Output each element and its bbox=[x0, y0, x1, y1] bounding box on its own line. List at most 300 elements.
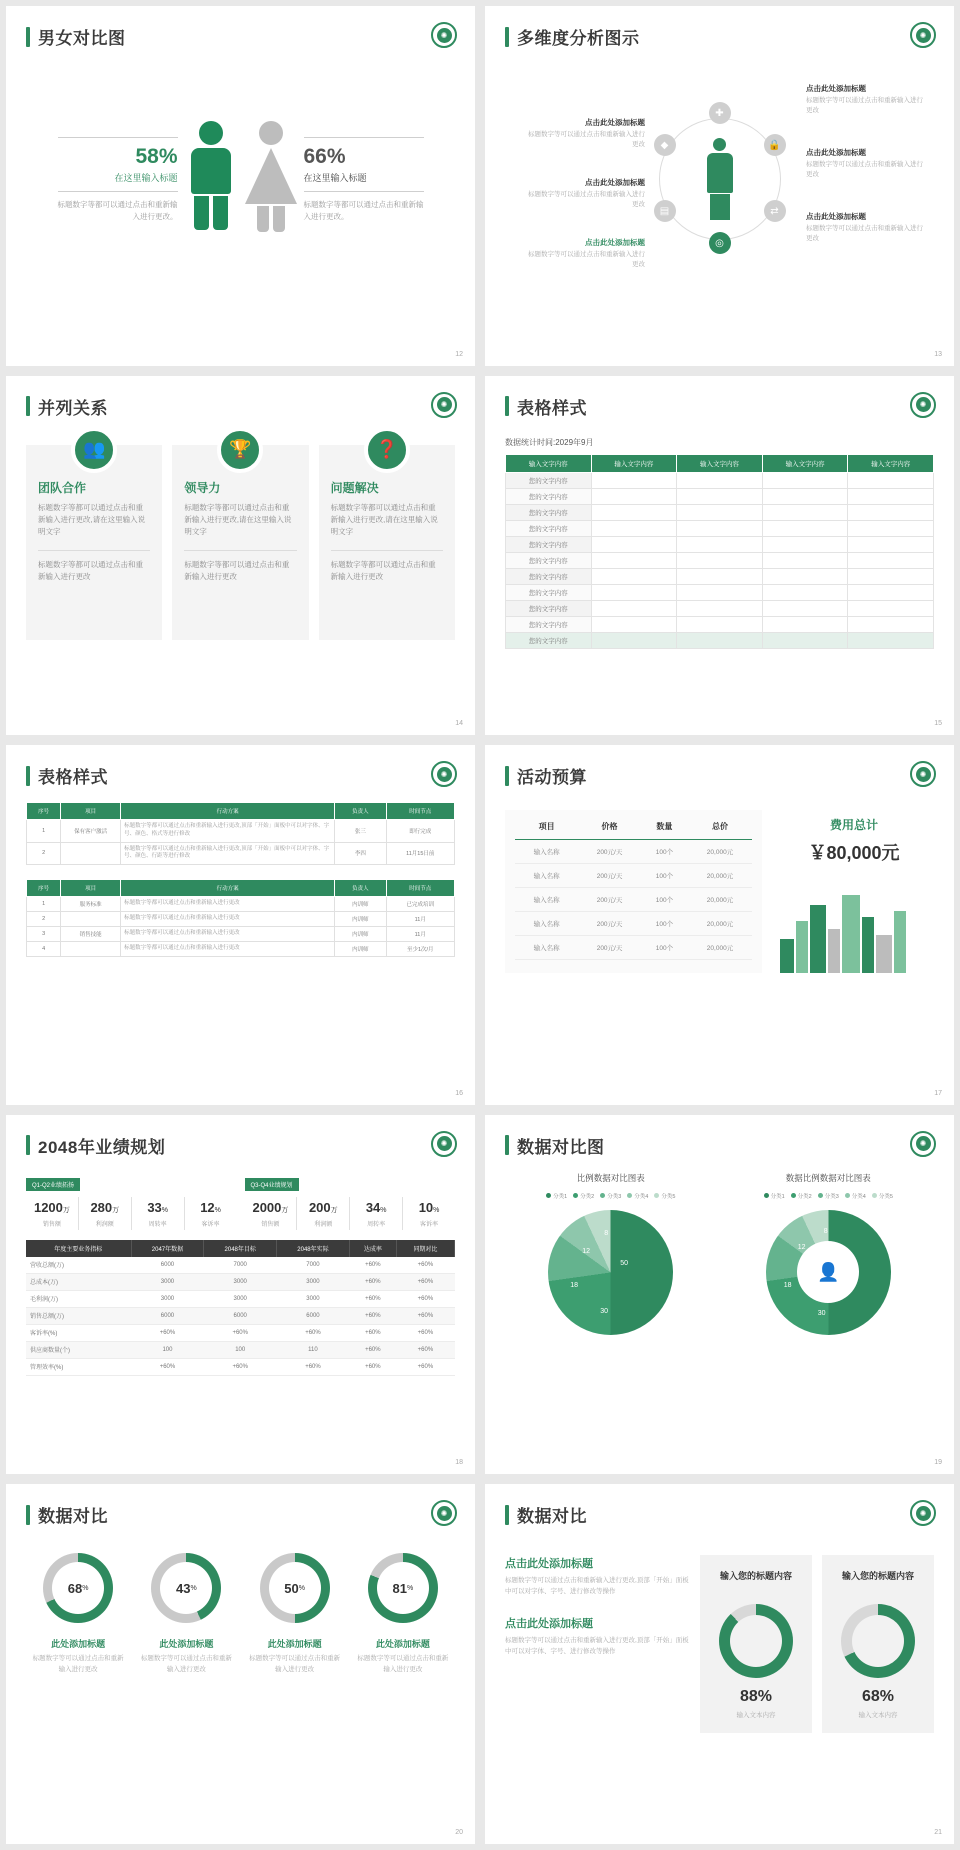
donut-chart bbox=[766, 1210, 891, 1335]
budget-cell: 100个 bbox=[641, 912, 688, 936]
table-cell bbox=[61, 842, 121, 864]
gauge-value: 68 % bbox=[52, 1562, 104, 1614]
table-col-header-1: 序号 bbox=[27, 879, 61, 896]
budget-cell: 20,000元 bbox=[688, 888, 752, 912]
legend-item-5 bbox=[654, 1192, 675, 1200]
legend-item-2 bbox=[791, 1192, 812, 1200]
gauge-caption: 此处添加标题 bbox=[375, 1639, 430, 1650]
label-title: 点击此处添加标题 bbox=[806, 212, 866, 221]
kpi-value: 2000万 bbox=[252, 1199, 289, 1215]
chart-legend bbox=[723, 1192, 935, 1200]
metric-value: +60% bbox=[396, 1324, 454, 1341]
slide-gauge-comparison bbox=[6, 1484, 475, 1844]
table-cell bbox=[762, 488, 848, 504]
divider bbox=[38, 550, 150, 551]
gauge-caption: 此处添加标题 bbox=[159, 1639, 214, 1650]
metric-value: +60% bbox=[396, 1273, 454, 1290]
metric-name: 毛利润(万) bbox=[26, 1290, 131, 1307]
gauge-block-2 bbox=[134, 1553, 238, 1675]
male-stats bbox=[58, 130, 178, 222]
kpi-label: 利润额 bbox=[314, 1221, 333, 1228]
divider bbox=[58, 191, 178, 192]
data-table bbox=[505, 454, 934, 649]
logo-inner: ✺ bbox=[437, 397, 452, 412]
logo-inner: ✺ bbox=[437, 767, 452, 782]
action-plan-cell: 标题数字等都可以通过点击和重新输入进行更改 bbox=[121, 941, 335, 956]
female-percent: 66% bbox=[303, 145, 346, 169]
table-col-header-5: 时间节点 bbox=[386, 879, 454, 896]
table-cell bbox=[591, 552, 677, 568]
table-cell bbox=[848, 472, 934, 488]
metric-value: +60% bbox=[349, 1324, 396, 1341]
table-row-label: 您的文字内容 bbox=[506, 632, 592, 648]
table-cell bbox=[677, 632, 763, 648]
gauge-block-4 bbox=[351, 1553, 455, 1675]
kpi-tag-1: Q1-Q2业绩拓扬 bbox=[26, 1178, 80, 1191]
trophy-icon: 🏆 bbox=[217, 427, 263, 473]
title-accent-bar bbox=[26, 27, 30, 47]
kpi-cell-1 bbox=[245, 1197, 298, 1230]
kpi-unit: % bbox=[380, 1206, 387, 1214]
kpi-label: 销售额 bbox=[261, 1221, 280, 1228]
slide-header bbox=[26, 1133, 455, 1158]
city-illustration-icon bbox=[774, 883, 934, 973]
comparison-row bbox=[505, 1555, 934, 1733]
kpi-label: 利润额 bbox=[95, 1221, 114, 1228]
metric-value: +60% bbox=[204, 1324, 277, 1341]
node-icon-2[interactable]: ✚ bbox=[709, 102, 731, 124]
team-icon: 👥 bbox=[71, 427, 117, 473]
pie-label-3: 18 bbox=[570, 1281, 579, 1289]
table-row bbox=[506, 584, 934, 600]
gauge-value: 50 % bbox=[269, 1562, 321, 1614]
diagram-label-2 bbox=[525, 177, 645, 210]
slide-table-style-2 bbox=[6, 745, 475, 1105]
slide-number: 14 bbox=[455, 720, 463, 728]
action-plan-cell: 标题数字等都可以通过点击和重新输入进行更改 bbox=[121, 911, 335, 926]
kpi-unit: % bbox=[161, 1206, 169, 1214]
table-cell: 4 bbox=[27, 941, 61, 956]
metric-value: 7000 bbox=[277, 1257, 350, 1274]
male-percent: 58% bbox=[135, 145, 178, 169]
table-row-label: 您的文字内容 bbox=[506, 488, 592, 504]
budget-cell: 输入名称 bbox=[515, 936, 578, 960]
kpi-value: 280万 bbox=[90, 1199, 120, 1215]
metric-name: 总成本(万) bbox=[26, 1273, 131, 1290]
logo-inner: ✺ bbox=[437, 1136, 452, 1151]
kpi-unit: % bbox=[433, 1206, 440, 1214]
node-icon-1[interactable]: ◆ bbox=[654, 134, 676, 156]
stat-title: 输入您的标题内容 bbox=[841, 1571, 914, 1582]
table-cell bbox=[591, 600, 677, 616]
legend-label: 分类3 bbox=[824, 1193, 839, 1200]
logo-icon bbox=[431, 22, 457, 48]
metric-name: 管理效率(%) bbox=[26, 1358, 131, 1375]
table-cell bbox=[677, 552, 763, 568]
donut-label-3: 18 bbox=[783, 1281, 792, 1289]
gauge-unit: % bbox=[82, 1584, 89, 1592]
gauge-row bbox=[26, 1553, 455, 1675]
metric-value: +60% bbox=[396, 1290, 454, 1307]
table-cell bbox=[677, 616, 763, 632]
table-cell: 至少1次/月 bbox=[386, 941, 454, 956]
budget-cell: 200元/天 bbox=[578, 888, 641, 912]
block-title-2: 点击此处添加标题 bbox=[505, 1618, 593, 1631]
table-row-label: 您的文字内容 bbox=[506, 520, 592, 536]
table-row bbox=[506, 600, 934, 616]
legend-swatch-icon bbox=[627, 1193, 632, 1198]
table-col-header-4: 负责人 bbox=[335, 879, 386, 896]
metric-name: 销售总额(万) bbox=[26, 1307, 131, 1324]
table-col-header-3: 行动方案 bbox=[121, 803, 335, 820]
table-row-label: 您的文字内容 bbox=[506, 504, 592, 520]
metric-value: 7000 bbox=[204, 1257, 277, 1274]
kpi-value: 33% bbox=[147, 1199, 169, 1215]
stat-title: 输入您的标题内容 bbox=[719, 1571, 792, 1582]
gauge-desc: 标题数字等可以通过点击和重新输入进行更改 bbox=[140, 1655, 232, 1673]
legend-item-2 bbox=[573, 1192, 594, 1200]
table-row-label: 您的文字内容 bbox=[506, 472, 592, 488]
table-cell bbox=[591, 520, 677, 536]
kpi-label: 客诉率 bbox=[420, 1221, 439, 1228]
gauge-unit: % bbox=[298, 1584, 305, 1592]
kpi-value: 10% bbox=[418, 1199, 440, 1215]
table-row bbox=[27, 941, 455, 956]
budget-table-wrap bbox=[505, 810, 762, 973]
table-col-header-2: 输入文字内容 bbox=[591, 454, 677, 472]
metrics-table bbox=[26, 1240, 455, 1376]
legend-item-3 bbox=[600, 1192, 621, 1200]
table-row bbox=[506, 472, 934, 488]
card-title: 团队合作 bbox=[38, 480, 87, 495]
slide-table-style-1 bbox=[485, 376, 954, 736]
node-icon-5[interactable]: ◎ bbox=[709, 232, 731, 254]
metrics-col-header-5: 达成率 bbox=[349, 1240, 396, 1257]
female-figure-icon bbox=[244, 121, 298, 231]
page-title: 活动预算 bbox=[517, 768, 587, 788]
chart-title: 数据比例数据对比图表 bbox=[785, 1172, 871, 1183]
diagram-label-6 bbox=[806, 211, 926, 244]
logo-icon bbox=[910, 392, 936, 418]
table-cell: 服务标准 bbox=[61, 896, 121, 911]
legend-swatch-icon bbox=[845, 1193, 850, 1198]
circle-diagram bbox=[505, 59, 934, 299]
table-cell: 内训师 bbox=[335, 926, 386, 941]
budget-cell: 100个 bbox=[641, 840, 688, 864]
metric-name: 营收总额(万) bbox=[26, 1257, 131, 1274]
table-body bbox=[506, 472, 934, 648]
budget-cell: 200元/天 bbox=[578, 864, 641, 888]
logo-icon bbox=[910, 1131, 936, 1157]
action-plan-cell: 标题数字等都可以通过点击和重新输入进行更改,顶部「开始」面板中可以对字体、字号、颜色、格式等进行修改 bbox=[121, 820, 335, 842]
page-title: 并列关系 bbox=[38, 398, 108, 418]
metric-value: 6000 bbox=[277, 1307, 350, 1324]
node-icon-6[interactable]: ▤ bbox=[654, 200, 676, 222]
action-plan-cell: 标题数字等都可以通过点击和重新输入进行更改 bbox=[121, 896, 335, 911]
metric-value: 3000 bbox=[277, 1273, 350, 1290]
donut-label-4: 12 bbox=[797, 1243, 806, 1251]
metrics-col-header-6: 同期对比 bbox=[396, 1240, 454, 1257]
stat-value: 88% bbox=[739, 1688, 773, 1706]
budget-col-header-2: 价格 bbox=[578, 814, 641, 840]
kpi-group-q3q4 bbox=[245, 1174, 456, 1230]
logo-inner: ✺ bbox=[916, 28, 931, 43]
page-title: 多维度分析图示 bbox=[517, 29, 640, 48]
table-cell bbox=[677, 584, 763, 600]
table-col-header-4: 负责人 bbox=[335, 803, 386, 820]
table-col-header-5: 时间节点 bbox=[386, 803, 454, 820]
metric-value: 110 bbox=[277, 1341, 350, 1358]
table-cell bbox=[61, 911, 121, 926]
table-row bbox=[26, 1290, 455, 1307]
slide-number: 15 bbox=[934, 720, 942, 728]
total-caption: 费用总计 bbox=[829, 818, 878, 833]
table-col-header-2: 项目 bbox=[61, 879, 121, 896]
gauge-chart-4 bbox=[368, 1553, 438, 1623]
table-cell bbox=[591, 488, 677, 504]
table-cell bbox=[762, 536, 848, 552]
table-cell bbox=[762, 472, 848, 488]
divider bbox=[304, 137, 424, 138]
logo-inner: ✺ bbox=[916, 767, 931, 782]
chart-title: 比例数据对比图表 bbox=[576, 1172, 645, 1183]
table-row-label: 您的文字内容 bbox=[506, 568, 592, 584]
female-stats bbox=[304, 130, 424, 222]
kpi-unit: 万 bbox=[62, 1206, 70, 1214]
kpi-cell-3 bbox=[132, 1197, 185, 1230]
metric-name: 客诉率(%) bbox=[26, 1324, 131, 1341]
node-icon-3[interactable]: 🔒 bbox=[764, 134, 786, 156]
card-desc: 标题数字等都可以通过点击和重新输入进行更改,请在这里输入说明文字 bbox=[330, 502, 438, 536]
kpi-group-q1q2 bbox=[26, 1174, 237, 1230]
title-accent-bar bbox=[505, 396, 509, 416]
budget-cell: 20,000元 bbox=[688, 912, 752, 936]
pie-chart bbox=[548, 1210, 673, 1335]
metric-value: +60% bbox=[349, 1307, 396, 1324]
gauge-chart-3 bbox=[260, 1553, 330, 1623]
card-leadership[interactable] bbox=[172, 439, 308, 640]
gauge-value: 81 % bbox=[377, 1562, 429, 1614]
stat-sub: 输入文本内容 bbox=[736, 1712, 776, 1720]
logo-icon bbox=[910, 22, 936, 48]
ring-chart-1 bbox=[719, 1604, 793, 1678]
chart-legend bbox=[505, 1192, 717, 1200]
table-cell: 李四 bbox=[335, 842, 386, 864]
legend-label: 分类4 bbox=[851, 1193, 866, 1200]
male-desc: 标题数字等都可以通过点击和重新输入进行更改。 bbox=[57, 200, 178, 221]
logo-icon bbox=[910, 761, 936, 787]
metric-value: +60% bbox=[277, 1358, 350, 1375]
donut-label-2: 30 bbox=[817, 1309, 826, 1317]
metric-value: +60% bbox=[396, 1358, 454, 1375]
title-accent-bar bbox=[26, 396, 30, 416]
table-cell: 2 bbox=[27, 842, 61, 864]
metric-value: +60% bbox=[396, 1341, 454, 1358]
card-desc: 标题数字等都可以通过点击和重新输入进行更改,请在这里输入说明文字 bbox=[38, 502, 146, 536]
logo-inner: ✺ bbox=[916, 397, 931, 412]
pie-label-4: 12 bbox=[582, 1247, 591, 1255]
budget-cell: 200元/天 bbox=[578, 912, 641, 936]
male-figure-icon bbox=[184, 121, 238, 231]
legend-label: 分类5 bbox=[661, 1193, 676, 1200]
diagram-label-1 bbox=[525, 117, 645, 150]
kpi-label: 客诉率 bbox=[201, 1221, 220, 1228]
logo-icon bbox=[431, 1131, 457, 1157]
page-title: 2048年业绩规划 bbox=[38, 1137, 166, 1157]
stat-value: 68% bbox=[861, 1688, 895, 1706]
gauge-chart-1 bbox=[43, 1553, 113, 1623]
gauge-block-3 bbox=[243, 1553, 347, 1675]
slide-number: 19 bbox=[934, 1459, 942, 1467]
slide-header bbox=[505, 24, 934, 49]
legend-swatch-icon bbox=[791, 1193, 796, 1198]
metric-value: 100 bbox=[131, 1341, 204, 1358]
metric-value: 3000 bbox=[277, 1290, 350, 1307]
pie-label-1: 50 bbox=[620, 1259, 629, 1267]
legend-swatch-icon bbox=[764, 1193, 769, 1198]
table-meta: 数据统计时间:2029年9月 bbox=[505, 437, 594, 447]
gauge-desc: 标题数字等可以通过点击和重新输入进行更改 bbox=[249, 1655, 341, 1673]
block-title-1: 点击此处添加标题 bbox=[505, 1558, 593, 1571]
table-cell bbox=[762, 616, 848, 632]
slide-header bbox=[505, 1133, 934, 1158]
table-row bbox=[26, 1257, 455, 1274]
table-cell bbox=[591, 616, 677, 632]
metrics-col-header-3: 2048年目标 bbox=[204, 1240, 277, 1257]
card-teamwork[interactable] bbox=[26, 439, 162, 640]
kpi-unit: 万 bbox=[281, 1206, 289, 1214]
table-cell bbox=[848, 568, 934, 584]
kpi-cell-4 bbox=[403, 1197, 455, 1230]
legend-swatch-icon bbox=[818, 1193, 823, 1198]
metric-value: +60% bbox=[396, 1307, 454, 1324]
legend-swatch-icon bbox=[872, 1193, 877, 1198]
card-subdesc: 标题数字等都可以通过点击和重新输入进行更改 bbox=[184, 559, 290, 581]
table-cell: 内训师 bbox=[335, 896, 386, 911]
table-cell bbox=[848, 600, 934, 616]
label-desc: 标题数字等可以通过点击和重新输入进行更改 bbox=[806, 97, 923, 114]
metric-value: +60% bbox=[349, 1257, 396, 1274]
legend-label: 分类1 bbox=[770, 1193, 785, 1200]
metric-value: +60% bbox=[349, 1273, 396, 1290]
donut-center-icon: 👤 bbox=[797, 1241, 859, 1303]
kpi-cell-4 bbox=[185, 1197, 237, 1230]
title-accent-bar bbox=[26, 1505, 30, 1525]
slide-header bbox=[26, 24, 455, 49]
table-row bbox=[27, 842, 455, 864]
kpi-unit: 万 bbox=[112, 1206, 120, 1214]
metric-value: 3000 bbox=[204, 1273, 277, 1290]
table-cell bbox=[677, 536, 763, 552]
kpi-value: 12% bbox=[200, 1199, 221, 1215]
slide-activity-budget bbox=[485, 745, 954, 1105]
logo-inner: ✺ bbox=[916, 1506, 931, 1521]
table-cell bbox=[848, 552, 934, 568]
budget-cell: 输入名称 bbox=[515, 840, 578, 864]
slide-gender-comparison bbox=[6, 6, 475, 366]
kpi-cell-2 bbox=[297, 1197, 350, 1230]
legend-label: 分类3 bbox=[607, 1193, 622, 1200]
stat-box-1 bbox=[700, 1555, 812, 1733]
logo-inner: ✺ bbox=[437, 1506, 452, 1521]
gauge-value: 43 % bbox=[160, 1562, 212, 1614]
page-title: 数据对比 bbox=[517, 1507, 587, 1527]
page-title: 数据对比图 bbox=[517, 1137, 605, 1157]
label-title: 点击此处添加标题 bbox=[585, 118, 645, 127]
legend-label: 分类2 bbox=[580, 1193, 595, 1200]
table-col-header-3: 行动方案 bbox=[121, 879, 335, 896]
budget-cell: 100个 bbox=[641, 864, 688, 888]
metric-value: +60% bbox=[131, 1324, 204, 1341]
stat-sub: 输入文本内容 bbox=[858, 1712, 898, 1720]
table-cell bbox=[591, 536, 677, 552]
legend-swatch-icon bbox=[600, 1193, 605, 1198]
male-subtitle: 在这里输入标题 bbox=[114, 173, 178, 184]
table-cell: 11月15日前 bbox=[386, 842, 454, 864]
pie-label-5: 8 bbox=[604, 1229, 609, 1237]
table-cell: 内训师 bbox=[335, 941, 386, 956]
metric-value: +60% bbox=[131, 1358, 204, 1375]
slide-multidimension bbox=[485, 6, 954, 366]
budget-col-header-1: 项目 bbox=[515, 814, 578, 840]
gauge-caption: 此处添加标题 bbox=[51, 1639, 106, 1650]
table-cell bbox=[848, 488, 934, 504]
table-row bbox=[506, 536, 934, 552]
slide-data-comparison bbox=[485, 1484, 954, 1844]
table-cell bbox=[848, 520, 934, 536]
metric-value: 100 bbox=[204, 1341, 277, 1358]
card-subdesc: 标题数字等都可以通过点击和重新输入进行更改 bbox=[38, 559, 143, 581]
node-icon-4[interactable]: ⇄ bbox=[764, 200, 786, 222]
card-problem-solving[interactable] bbox=[319, 439, 455, 640]
slide-number: 17 bbox=[934, 1089, 942, 1097]
label-title: 点击此处添加标题 bbox=[806, 84, 866, 93]
budget-cell: 输入名称 bbox=[515, 864, 578, 888]
action-plan-cell: 标题数字等都可以通过点击和重新输入进行更改,顶部「开始」面板中可以对字体、字号、颜色、行距等进行修改 bbox=[121, 842, 335, 864]
table-cell: 内训师 bbox=[335, 911, 386, 926]
charts-row bbox=[505, 1172, 934, 1335]
female-subtitle: 在这里输入标题 bbox=[303, 173, 367, 184]
table-cell bbox=[762, 568, 848, 584]
diagram-label-3 bbox=[525, 237, 645, 270]
title-accent-bar bbox=[505, 1135, 509, 1155]
metric-value: +60% bbox=[204, 1358, 277, 1375]
table-cell bbox=[591, 472, 677, 488]
title-accent-bar bbox=[26, 766, 30, 786]
table-row bbox=[27, 911, 455, 926]
slide-number: 13 bbox=[934, 350, 942, 358]
metric-value: +60% bbox=[277, 1324, 350, 1341]
label-desc: 标题数字等可以通过点击和重新输入进行更改 bbox=[806, 225, 923, 242]
table-row bbox=[506, 488, 934, 504]
slide-number: 16 bbox=[455, 1089, 463, 1097]
table-col-header-4: 输入文字内容 bbox=[762, 454, 848, 472]
table-row bbox=[506, 632, 934, 648]
gauge-caption: 此处添加标题 bbox=[267, 1639, 322, 1650]
gauge-desc: 标题数字等可以通过点击和重新输入进行更改 bbox=[32, 1655, 124, 1673]
kpi-value: 200万 bbox=[308, 1199, 338, 1215]
table-cell bbox=[591, 584, 677, 600]
table-col-header-5: 输入文字内容 bbox=[848, 454, 934, 472]
table-row bbox=[27, 896, 455, 911]
logo-icon bbox=[431, 392, 457, 418]
table-cell bbox=[762, 600, 848, 616]
slide-header bbox=[26, 1502, 455, 1527]
metric-value: 3000 bbox=[131, 1290, 204, 1307]
ring-chart-2 bbox=[841, 1604, 915, 1678]
legend-swatch-icon bbox=[573, 1193, 578, 1198]
divider bbox=[58, 137, 178, 138]
